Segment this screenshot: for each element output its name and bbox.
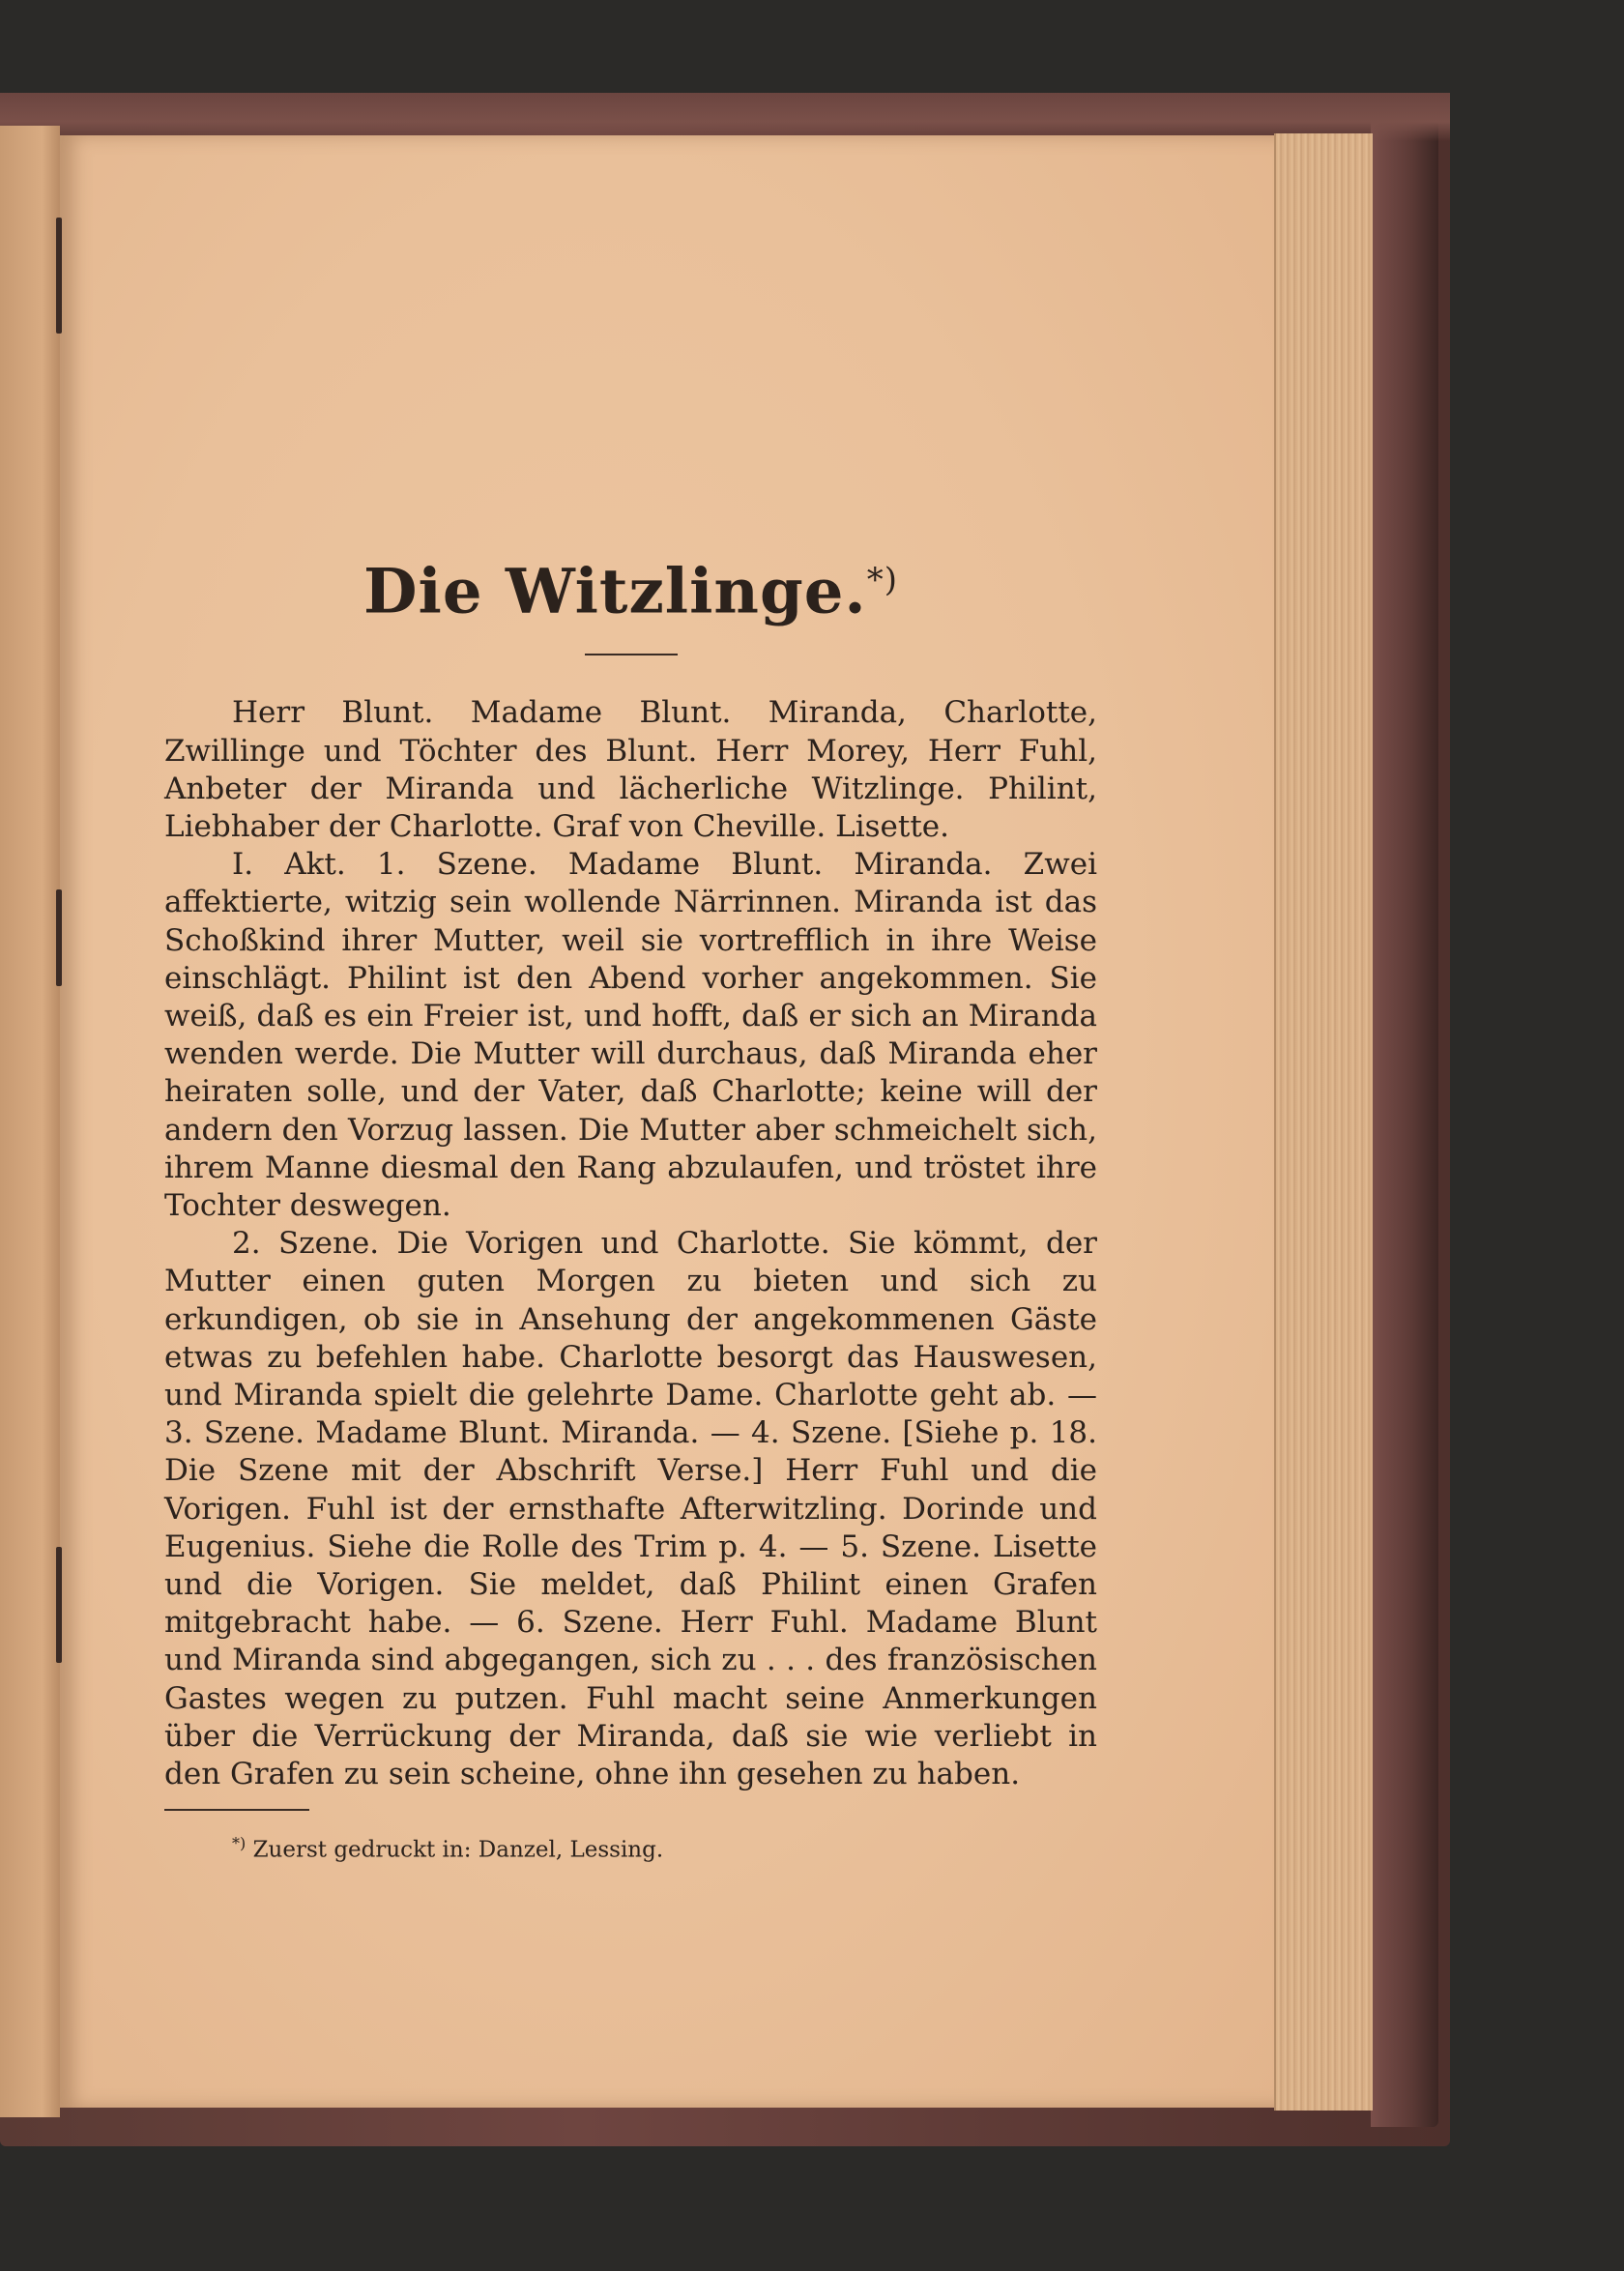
footnote-mark: *) <box>232 1834 246 1853</box>
footnote-text: Zuerst gedruckt in: Danzel, Lessing. <box>252 1837 664 1863</box>
page-title <box>164 541 1097 630</box>
binding-thread <box>56 218 62 334</box>
page-text <box>164 541 1097 1866</box>
paragraph-act-1-scene-1: I. Akt. 1. Szene. Madame Blunt. Miranda. Zwei affektierte, witzig sein wollende Närrinnen. Miranda ist das Schoßkind ihrer Mutter, weil sie vortrefflich in ihre Weise einschlägt. Philint ist den Abend vorher angekommen. Sie weiß, daß es ein Freier ist, und hofft, daß er sich an Miranda wenden werde. Die Mutter will durchaus, daß Miranda eher heiraten solle, und der Vater, daß Charlotte; keine will der andern den Vorzug lassen. Die Mutter aber schmeichelt sich, ihrem Manne diesmal den Rang abzulaufen, und tröstet ihre Tochter deswegen. <box>164 847 1097 1223</box>
title-divider <box>585 654 678 655</box>
title-text: Die Witzlinge. <box>363 555 867 628</box>
paragraph-scenes-2-6: 2. Szene. Die Vorigen und Charlotte. Sie kömmt, der Mutter einen guten Morgen zu bieten und sich zu erkundigen, ob sie in Ansehung der angekommenen Gäste etwas zu befehlen habe. Charlotte besorgt das Hauswesen, und Miranda spielt die gelehrte Dame. Charlotte geht ab. — 3. Szene. Madame Blunt. Miranda. — 4. Szene. [Siehe p. 18. Die Szene mit der Abschrift Verse.] Herr Fuhl und die Vorigen. Fuhl ist der ernsthafte Afterwitzling. Dorinde und Eugenius. Siehe die Rolle des Trim p. 4. — 5. Szene. Lisette und die Vorigen. Sie meldet, daß Philint einen Grafen mitgebracht habe. — 6. Szene. Herr Fuhl. Madame Blunt und Miranda sind abgegangen, sich zu . . . des französischen Gastes wegen zu putzen. Fuhl macht seine Anmerkungen über die Verrückung der Miranda, daß sie wie verliebt in den Grafen zu sein scheine, ohne ihn gesehen zu haben. <box>164 1226 1097 1792</box>
binding-thread <box>56 889 62 986</box>
facing-page-edge <box>0 126 60 2117</box>
page-stack-edge <box>1274 133 1373 2111</box>
cover-top-edge <box>0 93 1450 141</box>
cover-edge <box>1371 116 1438 2127</box>
footnote-divider <box>164 1809 309 1811</box>
title-footnote-mark: *) <box>866 561 898 599</box>
binding-thread <box>56 1547 62 1663</box>
paragraph-cast-list: Herr Blunt. Madame Blunt. Miranda, Charlotte, Zwillinge und Töchter des Blunt. Herr Morey, Herr Fuhl, Anbeter der Miranda und lächerliche Witzlinge. Philint, Liebhaber der Charlotte. Graf von Cheville. Lisette. <box>164 695 1097 844</box>
footnote <box>164 1828 1097 1866</box>
